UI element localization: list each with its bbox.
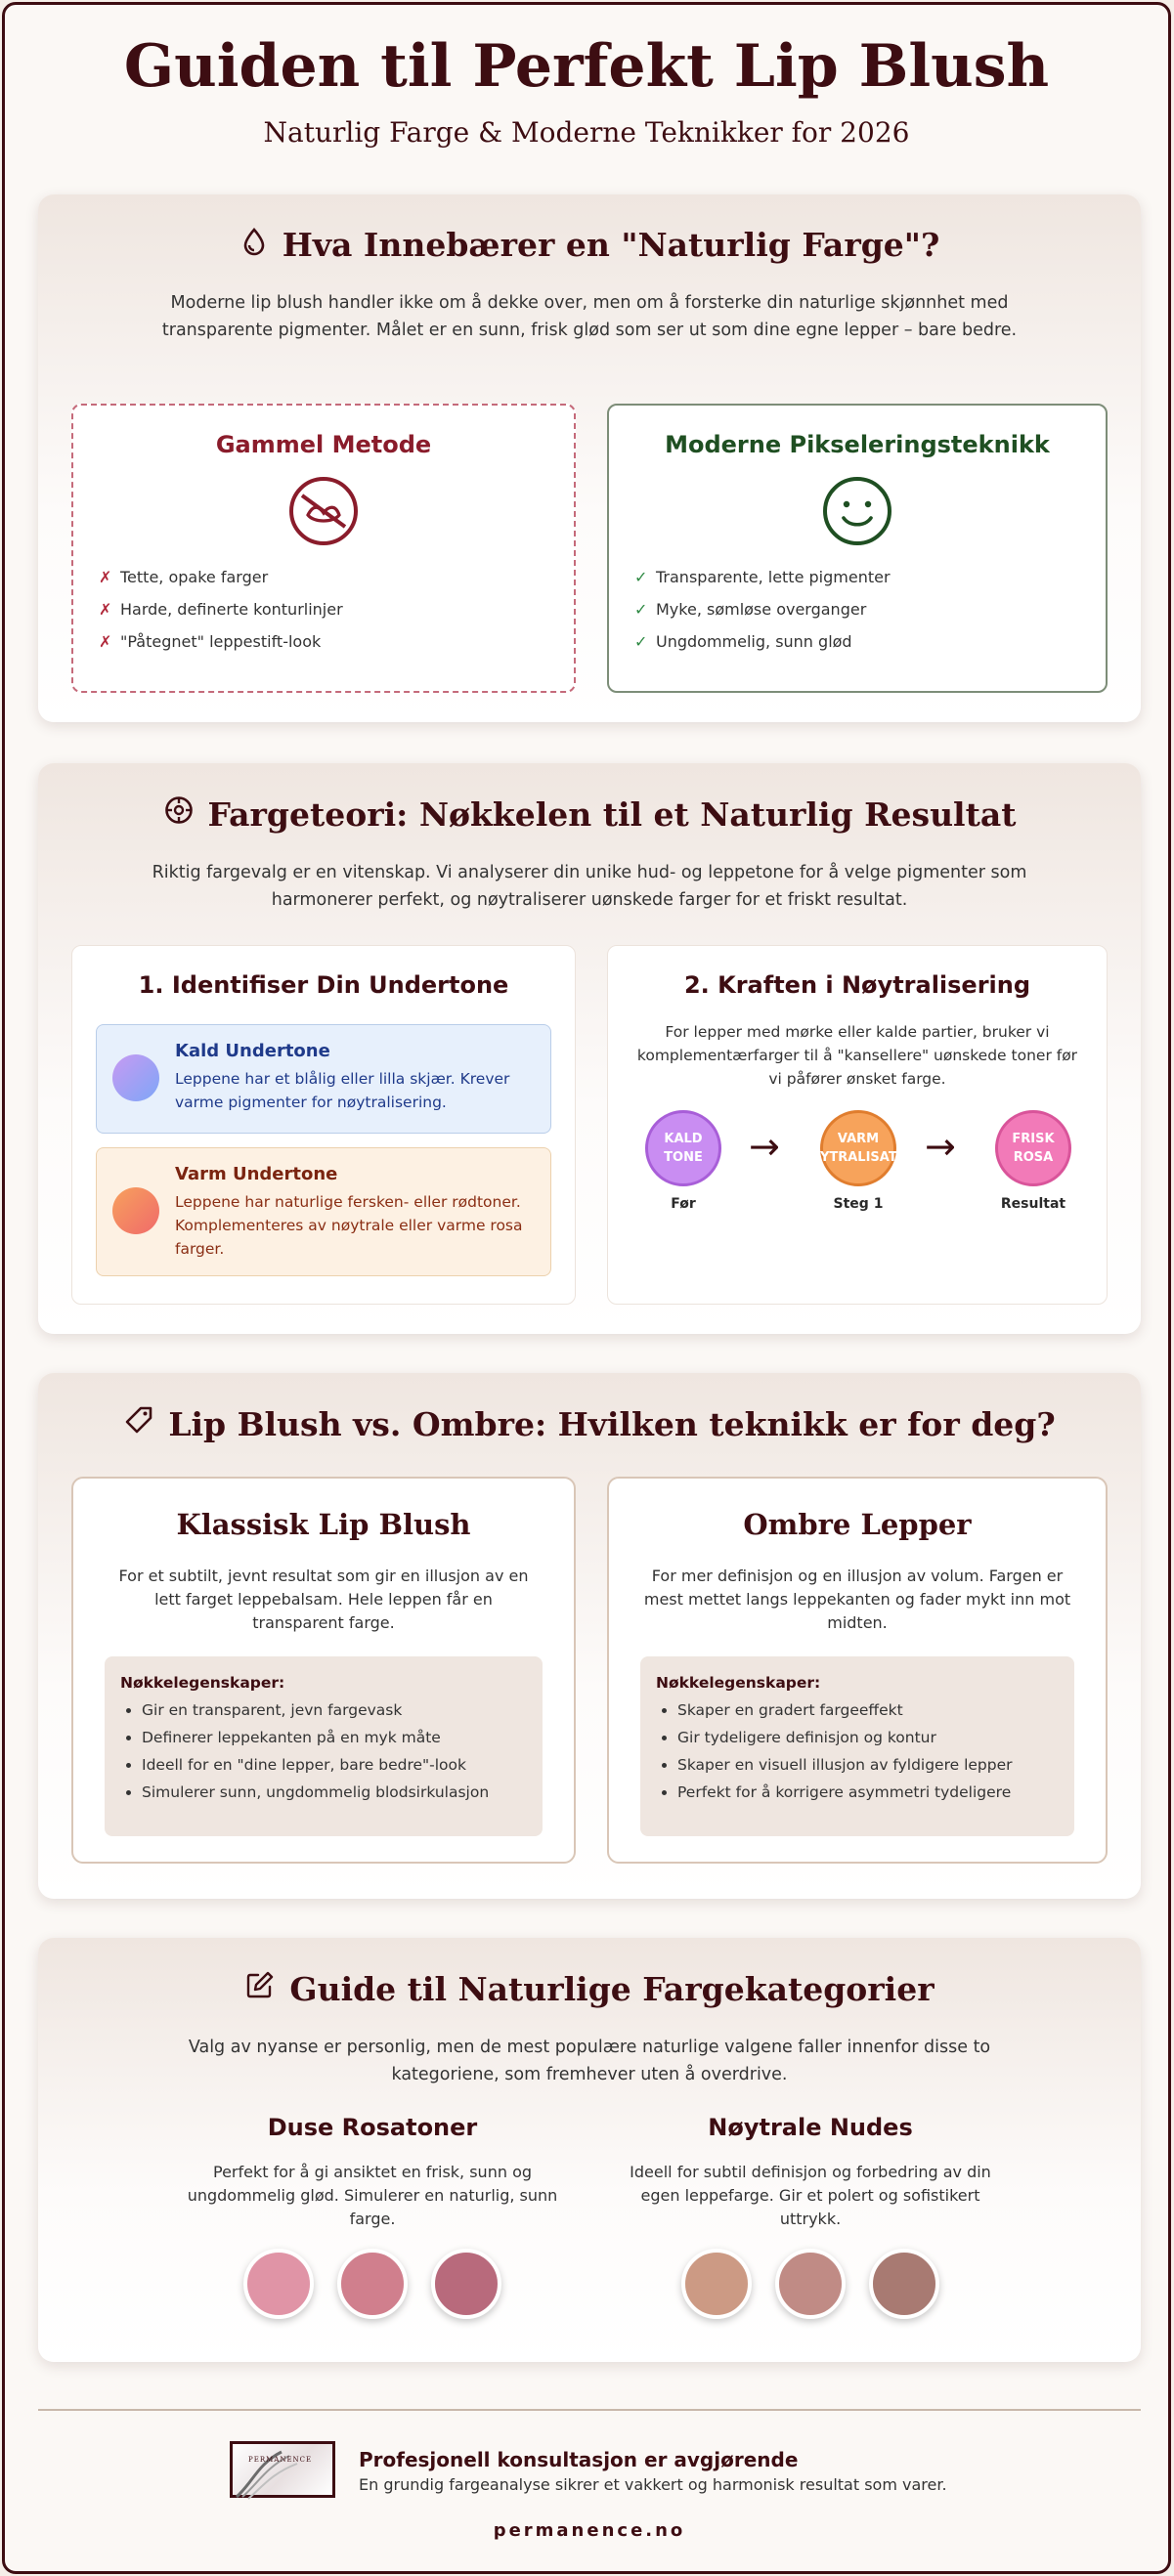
card-modern-method: [607, 404, 1108, 693]
warm-swatch: [112, 1187, 159, 1234]
cross-icon: ✗: [99, 600, 112, 619]
undertone-title: Varm Undertone: [175, 1164, 338, 1184]
page-title: Guiden til Perfekt Lip Blush: [123, 32, 1050, 101]
edit-icon: [244, 1969, 276, 2008]
undertone-warm: [96, 1147, 551, 1276]
drop-icon: [239, 226, 269, 264]
undertone-title: Kald Undertone: [175, 1041, 330, 1061]
section-title-text: Hva Innebærer en "Naturlig Farge"?: [282, 226, 940, 264]
color-swatch: [431, 2249, 501, 2319]
section-title-text: Fargeteori: Nøkkelen til et Naturlig Resultat: [207, 794, 1017, 834]
color-swatch: [337, 2249, 408, 2319]
cold-swatch: [112, 1054, 159, 1101]
page-subtitle: Naturlig Farge & Moderne Teknikker for 2026: [263, 116, 910, 149]
step-circle-before: KALD TONE: [645, 1110, 721, 1186]
step-label: Før: [671, 1196, 696, 1212]
old-method-list: [99, 568, 574, 651]
tag-icon: [123, 1404, 154, 1443]
undertone-text: Leppene har naturlige fersken- eller rødtoner. Komplementeres av nøytrale eller varme rosa farger.: [175, 1193, 523, 1258]
section-intro: Valg av nyanse er personlig, men de mest populære naturlige valgene faller innenfor disse to kategoriene, som fremhever uten å overdrive.: [188, 2038, 991, 2084]
list-item: ✗ Harde, definerte konturlinjer: [99, 600, 343, 619]
category-title: Nøytrale Nudes: [708, 2114, 913, 2141]
card-title: 1. Identifiser Din Undertone: [138, 971, 509, 999]
color-swatch: [681, 2249, 752, 2319]
step-circle-step1: VARM NØYTRALISATOR: [820, 1110, 896, 1186]
no-kiss-icon: [73, 474, 574, 552]
list-item: ✗ Tette, opake farger: [99, 568, 269, 586]
list-item: • Perfekt for å korrigere asymmetri tydeligere: [677, 1783, 1059, 1801]
section-intro: Moderne lip blush handler ikke om å dekke over, men om å forsterke din naturlige skjønnhet med transparente pigmenter. Målet er en sunn, frisk glød som ser ut som dine egne lepper – bare bedre.: [161, 293, 1018, 340]
section-color-theory: [38, 763, 1141, 1334]
list-item: • Skaper en gradert fargeeffekt: [677, 1701, 1059, 1719]
list-item: • Definerer leppekanten på en myk måte: [142, 1729, 527, 1746]
footer-subtitle: En grundig fargeanalyse sikrer et vakkert og harmonisk resultat som varer.: [359, 2475, 947, 2494]
swatch-row: [615, 2249, 1006, 2319]
card-description: For mer definisjon og en illusjon av volum. Fargen er mest mettet langs leppekanten og fader mykt inn mot midten.: [643, 1567, 1071, 1632]
neutralize-text: For lepper med mørke eller kalde partier, bruker vi komplementærfarger til å "kansellere" uønskede toner før vi påfører ønsket farge.: [636, 1023, 1078, 1088]
card-description: For et subtilt, jevnt resultat som gir en illusjon av en lett farget leppebalsam. Hele leppen får en transparent farge.: [118, 1567, 529, 1632]
features-box: [640, 1656, 1074, 1836]
arrow-right-icon: →: [925, 1125, 956, 1168]
step-circle-result: FRISK ROSA: [995, 1110, 1071, 1186]
card-title: Ombre Lepper: [743, 1508, 972, 1541]
features-list: [656, 1701, 1059, 1801]
list-item: ✓ Myke, sømløse overganger: [634, 600, 867, 619]
list-item: • Gir en transparent, jevn fargevask: [142, 1701, 527, 1719]
card-classic-lip-blush: [71, 1477, 576, 1864]
page-header: [5, 5, 1168, 149]
section-technique: [38, 1373, 1141, 1899]
logo-text: PERMANENCE: [248, 2456, 313, 2464]
cross-icon: ✗: [99, 632, 112, 651]
color-swatch: [775, 2249, 846, 2319]
card-neutralize: [607, 945, 1108, 1305]
color-swatch: [243, 2249, 314, 2319]
list-item: ✓ Transparente, lette pigmenter: [634, 568, 891, 586]
category-nude: [615, 2114, 1006, 2319]
step-label: Resultat: [1000, 1196, 1066, 1212]
swatch-row: [177, 2249, 568, 2319]
check-icon: ✓: [634, 600, 648, 619]
features-box: [105, 1656, 543, 1836]
footer-title: Profesjonell konsultasjon er avgjørende: [359, 2448, 799, 2471]
smile-icon: [609, 474, 1106, 552]
section-intro: Riktig fargevalg er en vitenskap. Vi analyserer din unike hud- og leppetone for å velge pigmenter som harmonerer perfekt, og nøytraliserer uønskede farger for et friskt resultat.: [152, 863, 1027, 910]
modern-method-list: [634, 568, 1106, 651]
category-title: Duse Rosatoner: [267, 2114, 478, 2141]
card-ombre-lips: [607, 1477, 1108, 1864]
color-swatch: [869, 2249, 939, 2319]
section-title-text: Lip Blush vs. Ombre: Hvilken teknikk er for deg?: [168, 1404, 1056, 1443]
check-icon: ✓: [634, 632, 648, 651]
section-color-categories: [38, 1938, 1141, 2362]
features-title: Nøkkelegenskaper:: [656, 1674, 821, 1692]
step-label: Steg 1: [833, 1196, 884, 1212]
card-title: Gammel Metode: [215, 431, 432, 458]
category-description: Ideell for subtil definisjon og forbedring av din egen leppefarge. Gir et polert og sofistikert uttrykk.: [630, 2163, 991, 2228]
section-title-technique: [38, 1404, 1141, 1443]
section-natural-color: [38, 194, 1141, 722]
features-title: Nøkkelegenskaper:: [120, 1674, 285, 1692]
list-item: ✗ "Påtegnet" leppestift-look: [99, 632, 322, 651]
list-item: • Skaper en visuell illusjon av fyldigere lepper: [677, 1756, 1059, 1774]
list-item: ✓ Ungdommelig, sunn glød: [634, 632, 852, 651]
list-item: • Simulerer sunn, ungdommelig blodsirkulasjon: [142, 1783, 527, 1801]
list-item: • Gir tydeligere definisjon og kontur: [677, 1729, 1059, 1746]
undertone-cold: [96, 1024, 551, 1134]
website-link[interactable]: permanence.no: [493, 2520, 686, 2541]
card-old-method: [71, 404, 576, 693]
features-list: [120, 1701, 527, 1801]
undertone-text: Leppene har et blålig eller lilla skjær. Krever varme pigmenter for nøytralisering.: [175, 1070, 510, 1111]
page-frame: [2, 2, 1171, 2574]
category-rose: [177, 2114, 568, 2319]
section-title-natural: [38, 226, 1141, 264]
section-title-categories: [38, 1969, 1141, 2008]
category-description: Perfekt for å gi ansiktet en frisk, sunn og ungdommelig glød. Simulerer en naturlig, sunn farge.: [187, 2163, 558, 2228]
arrow-right-icon: →: [749, 1125, 780, 1168]
card-title: Moderne Pikseleringsteknikk: [665, 431, 1050, 458]
cross-icon: ✗: [99, 568, 112, 586]
footer-divider: [38, 2409, 1141, 2411]
list-item: • Ideell for en "dine lepper, bare bedre"-look: [142, 1756, 527, 1774]
section-title-text: Guide til Naturlige Fargekategorier: [289, 1969, 935, 2008]
palette-icon: [163, 794, 195, 834]
card-undertone: [71, 945, 576, 1305]
card-title: Klassisk Lip Blush: [176, 1508, 471, 1541]
card-title: 2. Kraften i Nøytralisering: [683, 971, 1031, 999]
brand-logo: [230, 2441, 335, 2498]
section-title-theory: [38, 794, 1141, 834]
check-icon: ✓: [634, 568, 648, 586]
